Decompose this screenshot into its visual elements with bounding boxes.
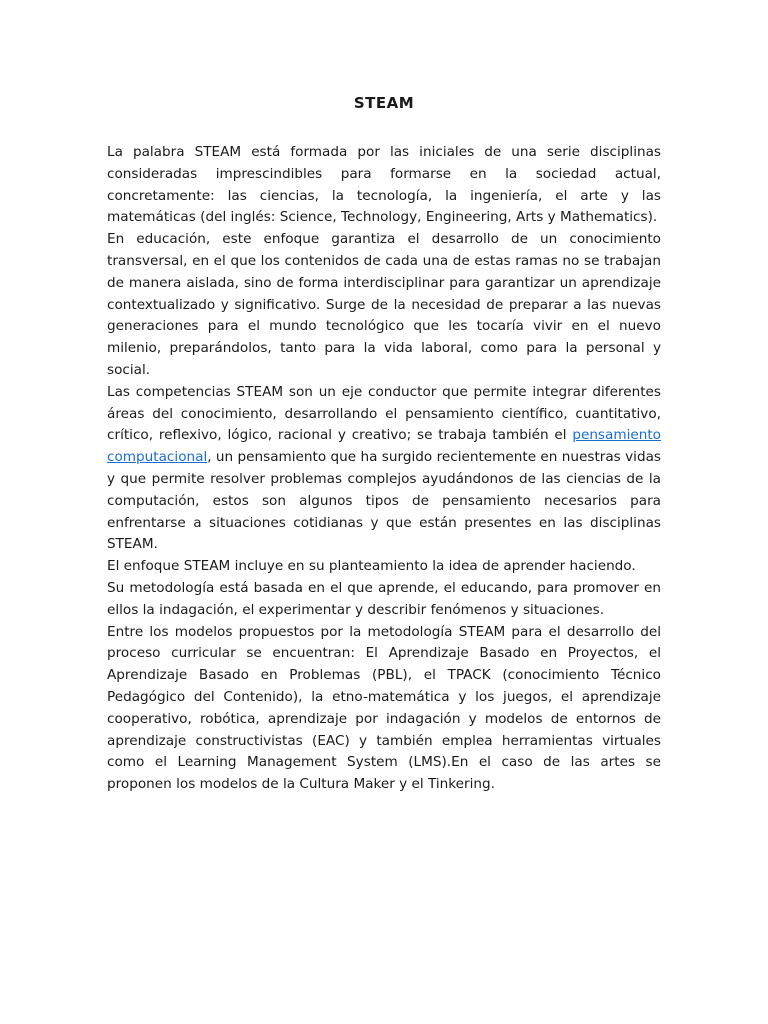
document-title: STEAM [353,94,415,112]
paragraph-modelos: Entre los modelos propuestos por la metodología STEAM para el desarrollo del proceso curricular se encuentran: El Aprendizaje Basado en Proyectos, el Aprendizaje Basado en Problemas (PBL), el TPACK (conocimiento Técnico Pedagógico del Contenido), la etno-matemática y los juegos, el aprendizaje cooperativo, robótica, aprendizaje por indagación y modelos de entornos de aprendizaje constructivistas (EAC) y también emplea herramientas virtuales como el Learning Management System (LMS).En el caso de las artes se proponen los modelos de la Cultura Maker y el Tinkering. [107,623,661,793]
paragraph-competencias [107,382,661,556]
competencias-text-after: , un pensamiento que ha surgido recientemente en nuestras vidas y que permite resolver problemas complejos ayudándonos de las ciencias de la computación, estos son algunos tipos de pensamiento necesarios para enfrentarse a situaciones cotidianas y que están presentes en las disciplinas STEAM. [107,449,661,553]
paragraph-education: En educación, este enfoque garantiza el desarrollo de un conocimiento transversal, en el que los contenidos de cada una de estas ramas no se trabajan de manera aislada, sino de forma interdisciplinar para garantizar un aprendizaje contextualizado y significativo. Surge de la necesidad de preparar a las nuevas generaciones para el mundo tecnológico que les tocaría vivir en el nuevo milenio, preparándolos, tanto para la vida laboral, como para la personal y social. [107,231,661,378]
paragraph-enfoque: El enfoque STEAM incluye en su planteamiento la idea de aprender haciendo. [107,558,636,575]
paragraph-definition: La palabra STEAM está formada por las iniciales de una serie disciplinas consideradas imprescindibles para formarse en la sociedad actual, concretamente: las ciencias, la tecnología, la ingeniería, el arte y las matemáticas (del inglés: Science, Technology, Engineering, Arts y Mathematics). [107,144,661,226]
pensamiento-computacional-link[interactable]: pensamiento computacional [107,427,661,466]
competencias-text-before: Las competencias STEAM son un eje conductor que permite integrar diferentes áreas del conocimiento, desarrollando el pensamiento científico, cuantitativo, crítico, reflexivo, lógico, racional y creativo; se trabaja también el [107,383,661,444]
document-page [107,92,661,796]
paragraph-metodologia: Su metodología está basada en el que aprende, el educando, para promover en ellos la indagación, el experimentar y describir fenómenos y situaciones. [107,579,661,618]
